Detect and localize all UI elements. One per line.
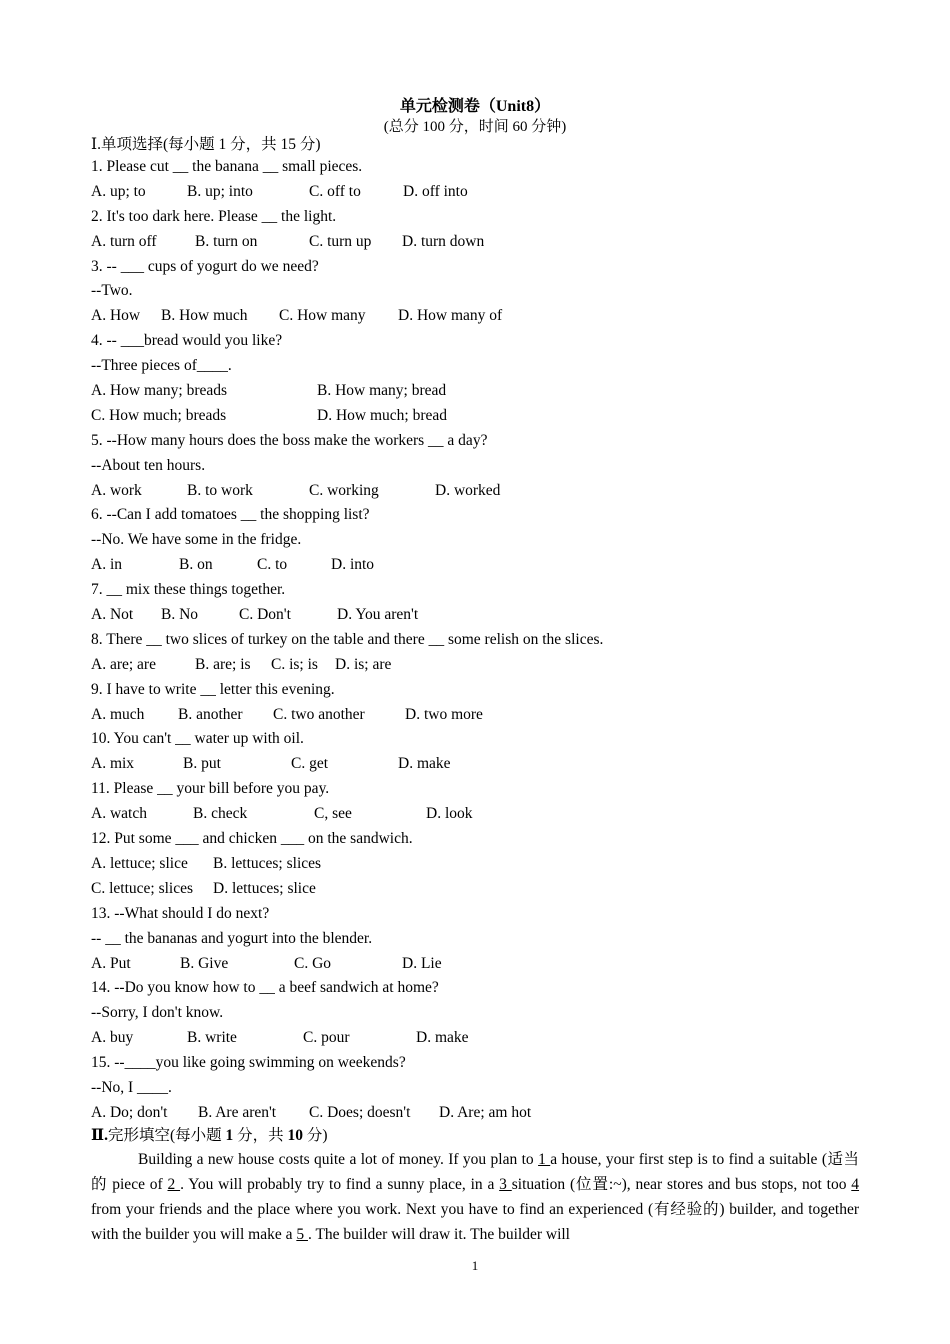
question-dialogue: --About ten hours. xyxy=(91,456,206,474)
options-row xyxy=(91,404,861,429)
question-dialogue: --No, I ____. xyxy=(91,1078,172,1096)
question-list xyxy=(91,155,861,1126)
answer-option: B. to work xyxy=(187,481,253,499)
question-stem: 15. --____you like going swimming on weekends? xyxy=(91,1054,406,1072)
passage-text: . You will probably try to find a sunny place, in a xyxy=(180,1175,500,1193)
options-row xyxy=(91,653,861,678)
page-subtitle: (总分 100 分，时间 60 分钟) xyxy=(383,119,567,135)
options-row xyxy=(91,752,861,777)
answer-option: A. much xyxy=(91,705,145,723)
answer-option: D. lettuces; slice xyxy=(213,879,316,897)
blank-1: 1 xyxy=(538,1150,551,1168)
answer-option: B. up; into xyxy=(187,182,253,200)
answer-option: C. How much; breads xyxy=(91,406,227,424)
answer-option: D. turn down xyxy=(402,232,485,250)
answer-option: A. How xyxy=(91,307,141,325)
answer-option: C. Don't xyxy=(239,606,291,624)
exam-content xyxy=(91,135,861,1247)
answer-option: B. No xyxy=(161,606,199,624)
question-dialogue: --Three pieces of____. xyxy=(91,357,232,375)
answer-option: B. lettuces; slices xyxy=(213,854,322,872)
blank-3: 3 xyxy=(499,1175,512,1193)
question-stem: 8. There __ two slices of turkey on the table and there __ some relish on the slices. xyxy=(91,630,604,648)
answer-option: B. check xyxy=(193,805,248,823)
answer-option: C. Does; doesn't xyxy=(309,1103,411,1121)
section-1-heading-text: Ⅰ.单项选择(每小题 1 分，共 15 分) xyxy=(91,136,321,153)
answer-option: B. are; is xyxy=(195,655,251,673)
answer-option: A. up; to xyxy=(91,182,146,200)
passage-text: Building a new house costs quite a lot of money. If you plan to xyxy=(138,1150,539,1168)
section-2-heading-num1: 1 xyxy=(225,1126,234,1144)
passage-text: situation (位置:~), near stores and bus stops, not too xyxy=(511,1175,852,1193)
answer-option: B. turn on xyxy=(195,232,258,250)
options-row xyxy=(91,1026,861,1051)
answer-option: B. How much xyxy=(161,307,248,325)
question-stem: 3. -- ___ cups of yogurt do we need? xyxy=(91,257,319,275)
blank-5: 5 xyxy=(296,1225,308,1243)
answer-option: C. pour xyxy=(303,1029,350,1047)
answer-option: A. Do; don't xyxy=(91,1103,168,1121)
question-dialogue: --Sorry, I don't know. xyxy=(91,1004,224,1022)
question-stem: 6. --Can I add tomatoes __ the shopping list? xyxy=(91,506,370,524)
answer-option: C. working xyxy=(309,481,379,499)
answer-option: D. make xyxy=(398,755,451,773)
cloze-passage xyxy=(91,1147,859,1247)
answer-option: B. put xyxy=(183,755,221,773)
options-row xyxy=(91,379,861,404)
answer-option: B. Are aren't xyxy=(198,1103,277,1121)
options-row xyxy=(91,852,861,877)
answer-option: A. turn off xyxy=(91,232,157,250)
section-2-prefix: Ⅱ. xyxy=(91,1126,108,1144)
options-row xyxy=(91,304,861,329)
answer-option: A. in xyxy=(91,556,122,574)
answer-option: C. to xyxy=(257,556,288,574)
section-2-heading-b: 分，共 xyxy=(233,1126,288,1144)
options-row xyxy=(91,1101,861,1126)
answer-option: D. How many of xyxy=(398,307,503,325)
options-row xyxy=(91,802,861,827)
answer-option: A. lettuce; slice xyxy=(91,854,188,872)
section-2-heading xyxy=(91,1126,861,1146)
options-row xyxy=(91,877,861,902)
question-stem: 14. --Do you know how to __ a beef sandwich at home? xyxy=(91,979,439,997)
answer-option: C. get xyxy=(291,755,329,773)
answer-option: A. are; are xyxy=(91,655,156,673)
question-dialogue: --Two. xyxy=(91,282,133,300)
answer-option: C. Go xyxy=(294,954,332,972)
answer-option: D. worked xyxy=(435,481,501,499)
options-row xyxy=(91,603,861,628)
page-number: 1 xyxy=(471,1258,479,1273)
question-stem: 2. It's too dark here. Please __ the light. xyxy=(91,207,337,225)
blank-2: 2 xyxy=(167,1175,181,1193)
page-title: 单元检测卷（Unit8） xyxy=(399,98,551,115)
passage-text: . The builder will draw it. The builder will xyxy=(307,1225,570,1243)
answer-option: C. lettuce; slices xyxy=(91,879,194,897)
section-1-heading xyxy=(91,135,861,155)
section-2-heading-a: 完形填空(每小题 xyxy=(107,1126,226,1144)
options-row xyxy=(91,553,861,578)
answer-option: D. You aren't xyxy=(337,606,419,624)
question-stem: 12. Put some ___ and chicken ___ on the sandwich. xyxy=(91,830,413,848)
answer-option: D. two more xyxy=(405,705,483,723)
answer-option: B. How many; bread xyxy=(317,382,447,400)
question-stem: 5. --How many hours does the boss make the workers __ a day? xyxy=(91,431,488,449)
answer-option: C. turn up xyxy=(309,232,372,250)
answer-option: A. Not xyxy=(91,606,134,624)
answer-option: D. Are; am hot xyxy=(439,1103,532,1121)
question-stem: 10. You can't __ water up with oil. xyxy=(91,730,304,748)
question-dialogue: -- __ the bananas and yogurt into the blender. xyxy=(91,929,373,947)
options-row xyxy=(91,952,861,977)
answer-option: B. on xyxy=(179,556,213,574)
question-dialogue: --No. We have some in the fridge. xyxy=(91,531,302,549)
answer-option: B. another xyxy=(178,705,243,723)
answer-option: B. write xyxy=(187,1029,237,1047)
answer-option: C, see xyxy=(314,805,352,823)
question-stem: 9. I have to write __ letter this evening. xyxy=(91,680,335,698)
question-stem: 4. -- ___bread would you like? xyxy=(91,332,283,350)
section-2-heading-c: 分) xyxy=(303,1126,328,1144)
answer-option: D. make xyxy=(416,1029,469,1047)
question-stem: 1. Please cut __ the banana __ small pieces. xyxy=(91,158,363,175)
passage-text: a house, your first step is to find a suitable (适当的 piece of xyxy=(91,1150,860,1193)
answer-option: A. watch xyxy=(91,805,147,823)
answer-option: C. is; is xyxy=(271,655,318,673)
answer-option: A. work xyxy=(91,481,142,499)
section-2-heading-num2: 10 xyxy=(287,1126,304,1144)
question-stem: 11. Please __ your bill before you pay. xyxy=(91,780,330,798)
options-row xyxy=(91,180,861,205)
question-stem: 7. __ mix these things together. xyxy=(91,581,286,599)
answer-option: A. mix xyxy=(91,755,135,773)
passage-text: from your friends and the place where you work. Next you have to find an experienced (有经验的) builder, and together with the builder you will make a xyxy=(91,1200,859,1243)
answer-option: D. How much; bread xyxy=(317,406,447,424)
answer-option: D. look xyxy=(426,805,473,823)
answer-option: C. two another xyxy=(273,705,365,723)
options-row xyxy=(91,230,861,255)
answer-option: C. off to xyxy=(309,182,361,200)
options-row xyxy=(91,479,861,504)
answer-option: A. buy xyxy=(91,1029,134,1047)
options-row xyxy=(91,703,861,728)
answer-option: A. Put xyxy=(91,954,131,972)
answer-option: D. is; are xyxy=(335,655,392,673)
answer-option: D. off into xyxy=(403,182,468,200)
answer-option: A. How many; breads xyxy=(91,382,228,400)
blank-4: 4 xyxy=(851,1175,860,1193)
question-stem: 13. --What should I do next? xyxy=(91,904,270,922)
answer-option: B. Give xyxy=(180,954,229,972)
answer-option: C. How many xyxy=(279,307,366,325)
answer-option: D. Lie xyxy=(402,954,442,972)
answer-option: D. into xyxy=(331,556,375,574)
